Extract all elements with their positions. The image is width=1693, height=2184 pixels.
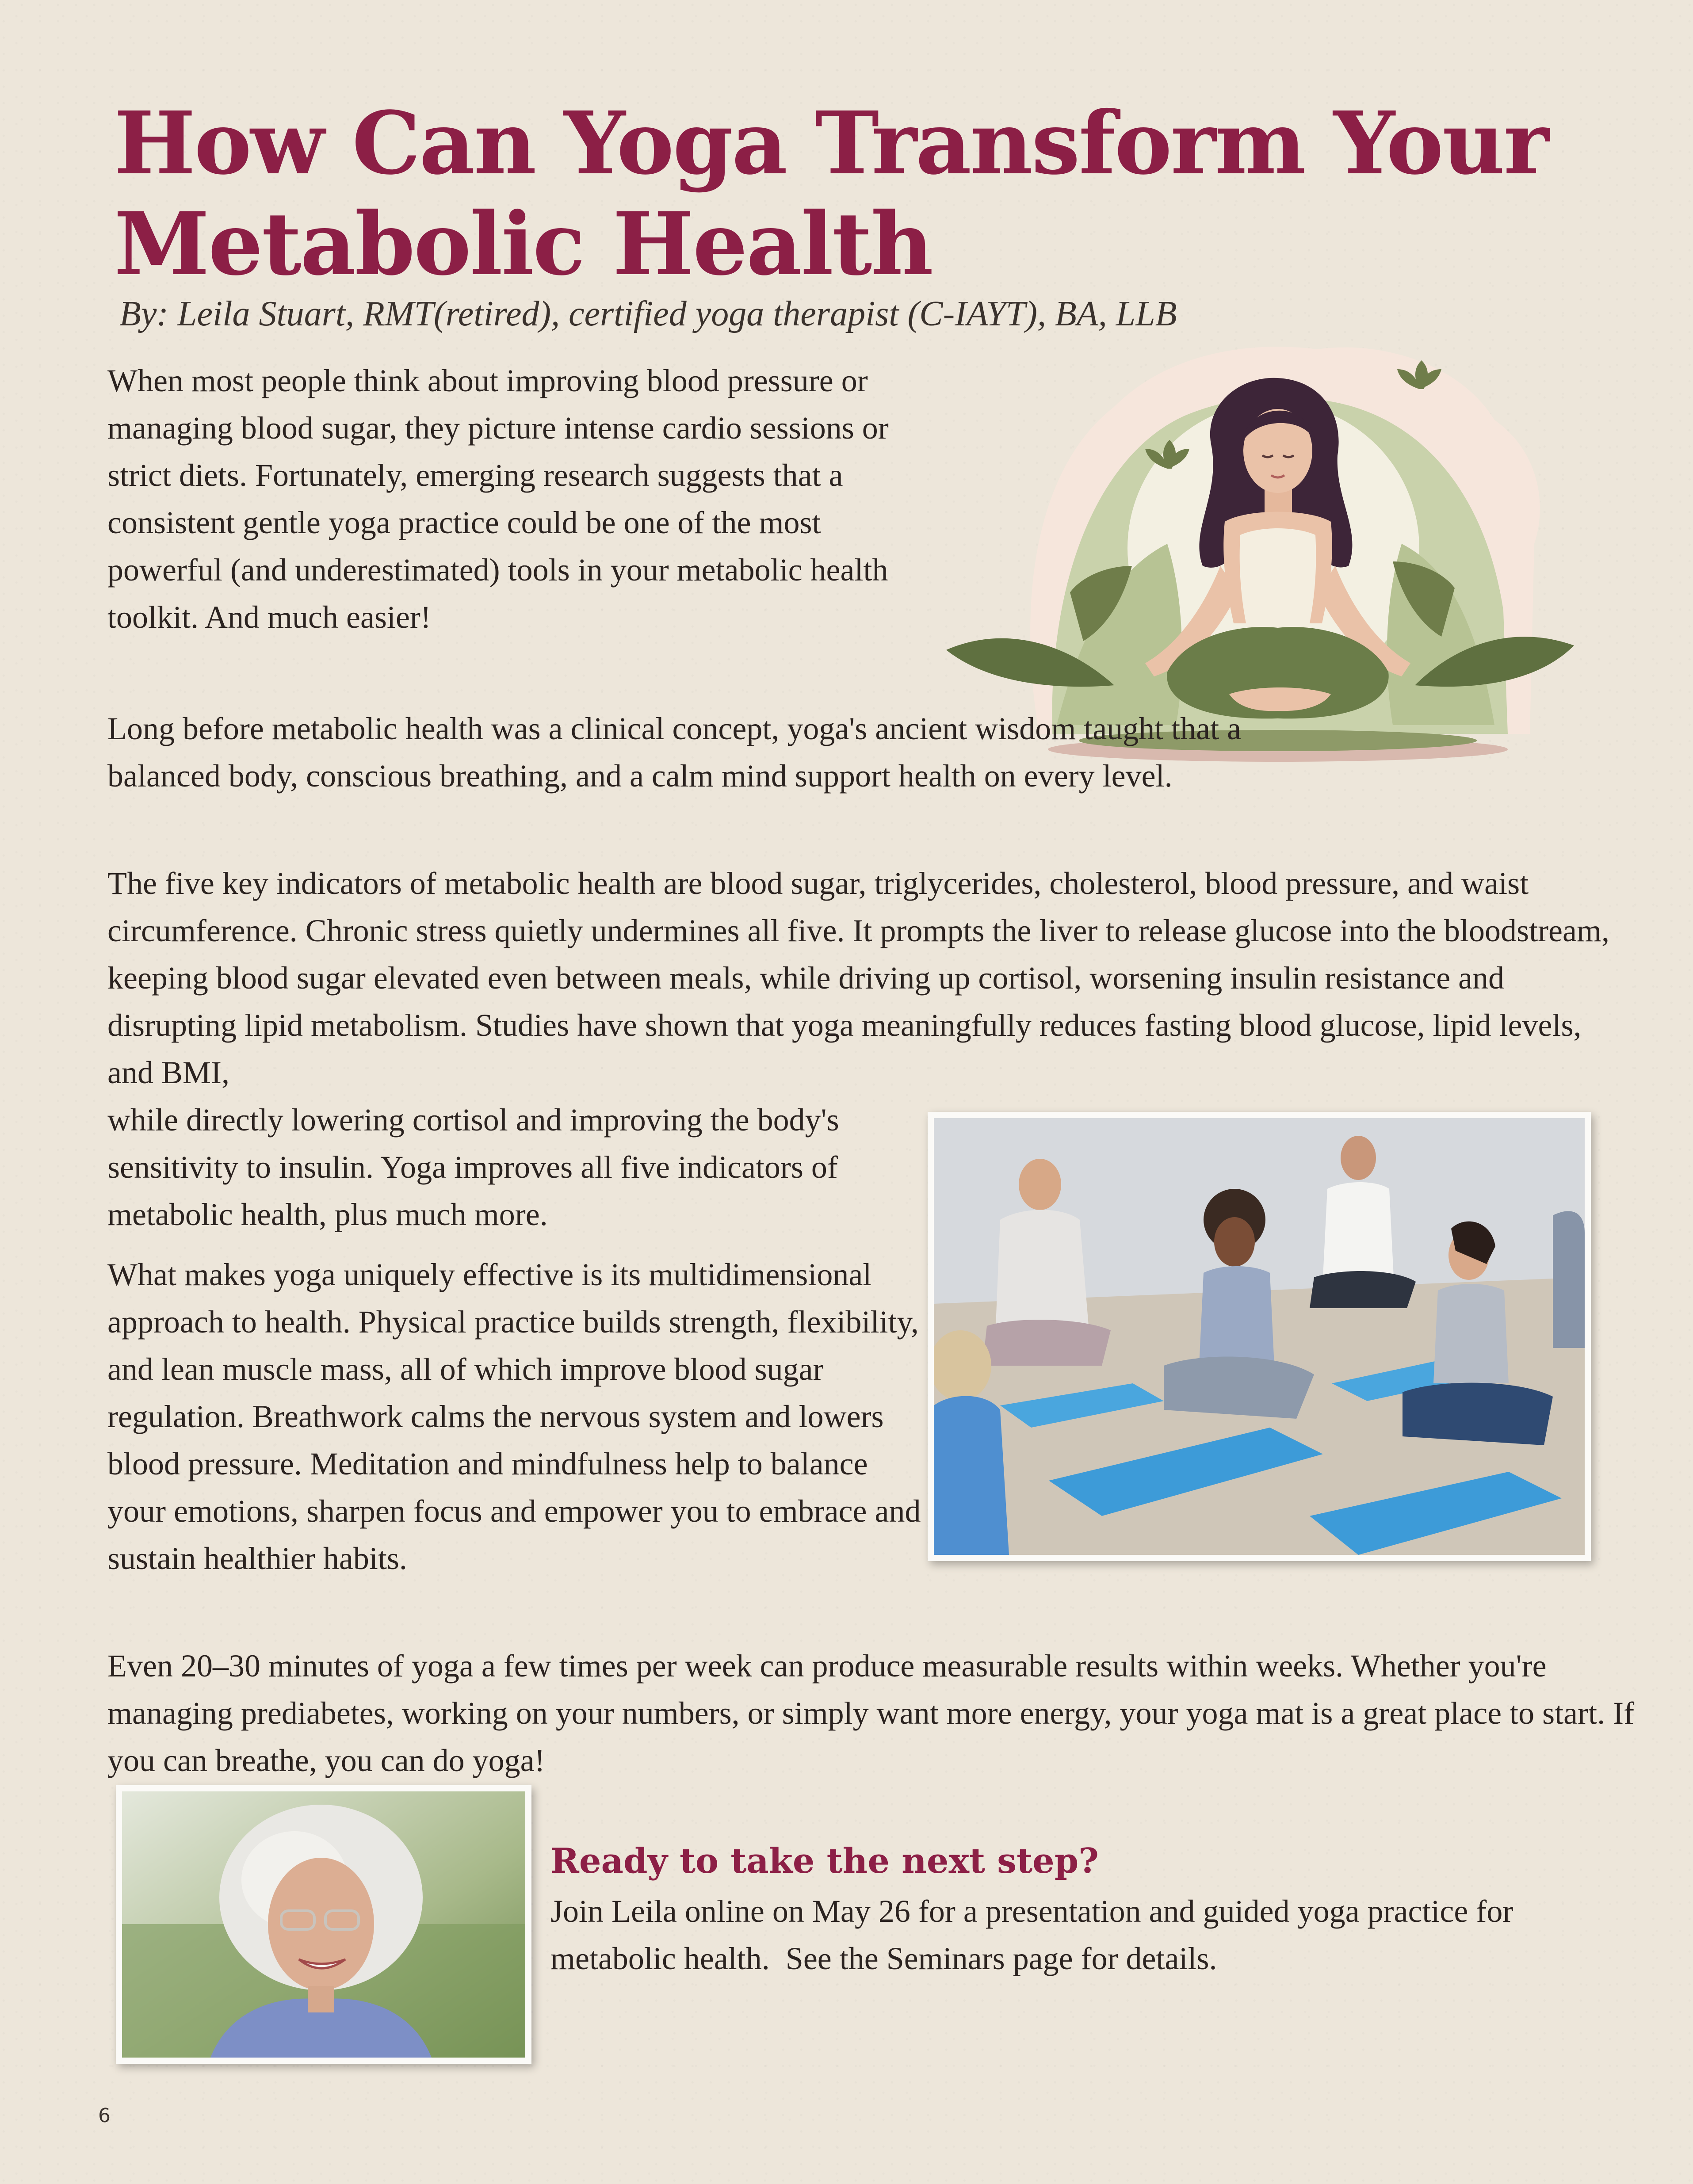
paragraph-multidimensional: What makes yoga uniquely effective is its multidimensional approach to health. Physical practice builds strength, flexibility, and lean muscle mass, all of which improve blood sugar regulation. Breathwork calms the nervous system and lowers blood pressure. Meditation and mindfulness help to balance your emotions, sharpen focus and empower you to embrace and sustain healthier habits. [107,1257,921,1576]
paragraph-indicators: The five key indicators of metabolic health are blood sugar, triglycerides, cholesterol, blood pressure, and waist circumference. Chronic stress quietly undermines all five. It prompts the liver to release glucose into the bloodstream, keeping blood sugar elevated even between meals, while driving up cortisol, worsening insulin resistance and disrupting lipid metabolism. Studies have shown that yoga meaningfully reduces fasting blood glucose, lipid levels, and BMI, [107,866,1609,1090]
article-title: How Can Yoga Transform Your Metabolic Health [114,92,1548,294]
paragraph-indicators-continued: while directly lowering cortisol and improving the body's sensitivity to insulin. Yoga improves all five indicators of metabolic health, plus much more. [107,1102,839,1232]
yoga-class-photo [928,1112,1591,1561]
cta-heading: Ready to take the next step? [550,1841,1099,1881]
paragraph-results: Even 20–30 minutes of yoga a few times per week can produce measurable results within weeks. Whether you're managing prediabetes, working on your numbers, or simply want more energy, your yoga mat is a great place to start. If you can breathe, you can do yoga! [107,1648,1635,1778]
article-byline: By: Leila Stuart, RMT(retired), certified yoga therapist (C-IAYT), BA, LLB [119,294,1177,333]
page-number: 6 [98,2104,111,2127]
author-portrait [116,1785,531,2064]
cta-body: Join Leila online on May 26 for a presentation and guided yoga practice for metabolic health. See the Seminars page for details. [550,1894,1521,1976]
paragraph-intro: When most people think about improving blood pressure or managing blood sugar, they picture intense cardio sessions or strict diets. Fortunately, emerging research suggests that a consistent gentle yoga practice could be one of the most powerful (and underestimated) tools in your metabolic health toolkit. And much easier! [107,363,889,635]
paragraph-wisdom: Long before metabolic health was a clinical concept, yoga's ancient wisdom taught that a balanced body, conscious breathing, and a calm mind support health on every level. [107,711,1242,794]
